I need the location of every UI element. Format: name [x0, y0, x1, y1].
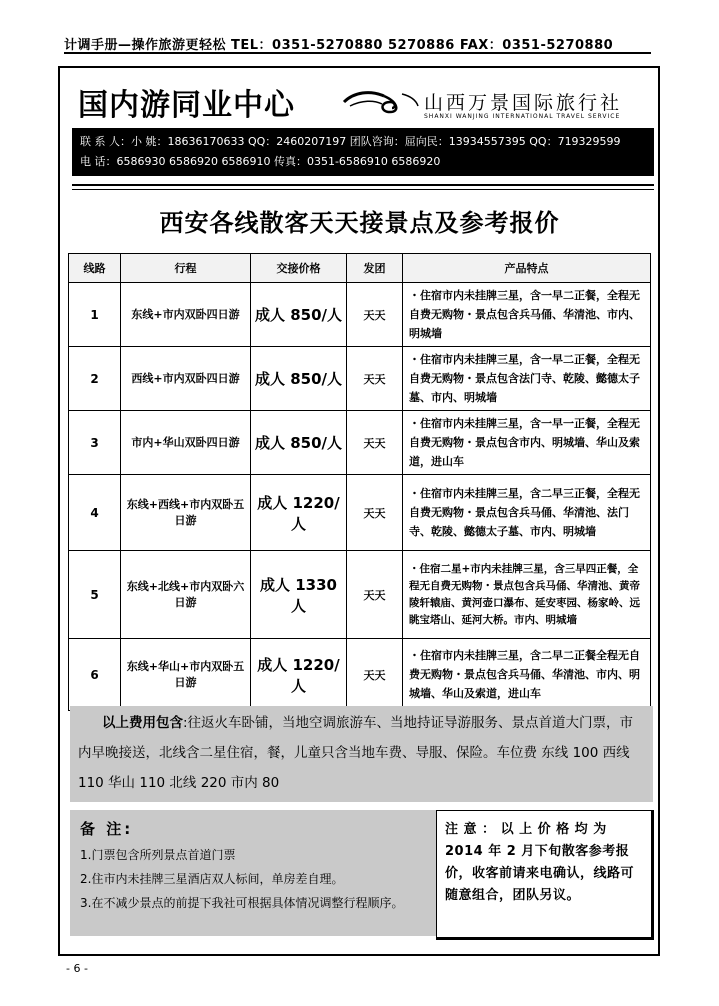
- row-price: 成人 850/人: [251, 411, 347, 475]
- agency-name-cn: 山西万景国际旅行社: [424, 92, 623, 114]
- row-no: 2: [69, 347, 121, 411]
- row-no: 1: [69, 283, 121, 347]
- row-price: 成人 1220/人: [251, 475, 347, 551]
- fee-includes-label: 以上费用包含: [102, 715, 183, 731]
- note-item: 3.在不减少景点的前提下我社可根据具体情况调整行程顺序。: [80, 896, 404, 910]
- row-no: 6: [69, 639, 121, 711]
- page-heading: 西安各线散客天天接景点及参考报价: [159, 209, 560, 237]
- table-row: [69, 411, 651, 475]
- row-depart: 天天: [347, 639, 403, 711]
- row-depart: 天天: [347, 551, 403, 639]
- row-depart: 天天: [347, 475, 403, 551]
- table-row: [69, 551, 651, 639]
- row-price: 成人 1330 人: [251, 551, 347, 639]
- header-topline: 计调手册—操作旅游更轻松 TEL：0351-5270880 5270886 FAX：0351-5270880: [64, 34, 651, 54]
- row-depart: 天天: [347, 411, 403, 475]
- brand-title: 国内游同业中心: [78, 88, 295, 123]
- table-row: [69, 475, 651, 551]
- table-row: [69, 283, 651, 347]
- contact-line-2: 电 话：6586930 6586920 6586910 传真：0351-6586910 6586920: [80, 155, 441, 168]
- row-route: 西线+市内双卧四日游: [121, 347, 251, 411]
- table-row: [69, 639, 651, 711]
- swirl-logo-icon: [340, 86, 420, 120]
- row-route: 东线+北线+市内双卧六日游: [121, 551, 251, 639]
- divider-thick: [72, 184, 654, 186]
- row-depart: 天天: [347, 283, 403, 347]
- row-no: 4: [69, 475, 121, 551]
- agency-name-en: SHANXI WANJING INTERNATIONAL TRAVEL SERVICE: [424, 113, 621, 120]
- row-depart: 天天: [347, 347, 403, 411]
- brand-banner: [72, 78, 654, 126]
- row-route: 东线+华山+市内双卧五日游: [121, 639, 251, 711]
- row-route: 东线+西线+市内双卧五日游: [121, 475, 251, 551]
- note-item: 1.门票包含所列景点首道门票: [80, 848, 236, 862]
- col-header-features: 产品特点: [403, 254, 651, 283]
- note-item: 2.住市内未挂牌三星酒店双人标间，单房差自理。: [80, 872, 344, 886]
- row-price: 成人 850/人: [251, 283, 347, 347]
- fee-includes-box: [70, 706, 653, 802]
- table-row: [69, 347, 651, 411]
- row-features: ・住宿二星+市内未挂牌三星，含三早四正餐，全程无自费无购物・景点包含兵马俑、华清池、黄帝陵轩辕庙、黄河壶口瀑布、延安枣园、杨家岭、远眺宝塔山、延河大桥。市内、明城墙: [403, 551, 651, 639]
- page-number: - 6 -: [66, 962, 88, 975]
- price-table: [68, 253, 651, 711]
- row-features: ・住宿市内未挂牌三星，含二早三正餐，全程无自费无购物・景点包含兵马俑、华清池、法门寺、乾陵、懿德太子墓、市内、明城墙: [403, 475, 651, 551]
- fee-includes-text: :往返火车卧铺，当地空调旅游车、当地持证导游服务、景点首道大门票，市内早晚接送，北线含二星住宿，餐，儿童只含当地车费、导服、保险。车位费 东线 100 西线 110 华山 110 北线 220 市内 80: [78, 715, 634, 791]
- row-route: 市内+华山双卧四日游: [121, 411, 251, 475]
- row-features: ・住宿市内未挂牌三星，含一早二正餐，全程无自费无购物・景点包含法门寺、乾陵、懿德太子墓、市内、明城墙: [403, 347, 651, 411]
- row-no: 5: [69, 551, 121, 639]
- notes-box: [70, 810, 436, 936]
- divider-thin: [72, 189, 654, 190]
- col-header-price: 交接价格: [251, 254, 347, 283]
- row-features: ・住宿市内未挂牌三星，含一早二正餐，全程无自费无购物・景点包含兵马俑、华清池、市内、明城墙: [403, 283, 651, 347]
- row-features: ・住宿市内未挂牌三星，含一早一正餐，全程无自费无购物・景点包含市内、明城墙、华山及索道，进山车: [403, 411, 651, 475]
- table-header-row: [69, 254, 651, 283]
- contact-bar: [72, 128, 654, 176]
- row-no: 3: [69, 411, 121, 475]
- row-route: 东线+市内双卧四日游: [121, 283, 251, 347]
- notes-title: 备 注:: [80, 820, 134, 838]
- contact-line-1: 联 系 人：小 姚：18636170633 QQ：2460207197 团队咨询：屈向民：13934557395 QQ：719329599: [80, 135, 621, 148]
- row-price: 成人 850/人: [251, 347, 347, 411]
- col-header-depart: 发团: [347, 254, 403, 283]
- col-header-route: 行程: [121, 254, 251, 283]
- row-price: 成人 1220/人: [251, 639, 347, 711]
- col-header-no: 线路: [69, 254, 121, 283]
- attention-box: 注 意 ： 以 上 价 格 均 为 2014 年 2 月下旬散客参考报价，收客前请来电确认，线路可随意组合，团队另议。: [436, 810, 654, 940]
- row-features: ・住宿市内未挂牌三星，含二早二正餐全程无自费无购物・景点包含兵马俑、华清池、市内、明城墙、华山及索道，进山车: [403, 639, 651, 711]
